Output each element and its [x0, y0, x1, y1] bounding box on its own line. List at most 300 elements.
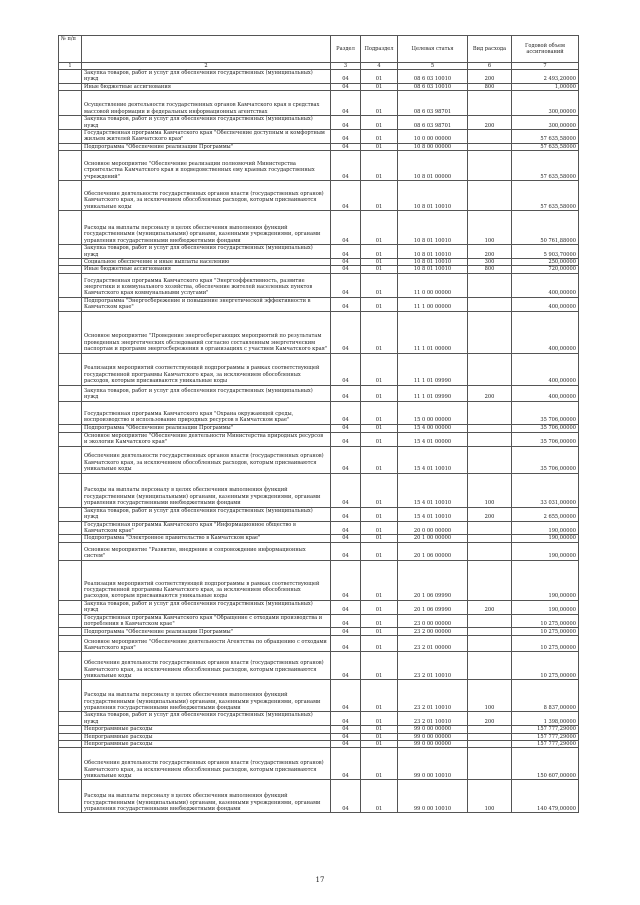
target-article-code: 10 8 01 10010: [398, 181, 468, 211]
podrazdel-code: 01: [361, 652, 398, 680]
razdel-code: 04: [331, 726, 361, 733]
column-number: 1: [59, 63, 82, 70]
target-article-code: 08 6 03 98701: [398, 91, 468, 116]
item-name: Осуществление деятельности государственных органов Камчатского края в средствах массовой информации и федеральных информационных агентствах: [82, 91, 331, 116]
target-article-code: 08 6 03 10010: [398, 70, 468, 84]
item-name: Основное мероприятие "Обеспечение реализации полномочий Министерства строительства Камчатского края и подведомственных ему краевых государственных учреждений": [82, 151, 331, 181]
expense-type-code: 200: [468, 70, 512, 84]
expense-type-code: [468, 535, 512, 542]
item-name: Закупка товаров, работ и услуг для обеспечения государственных (муниципальных) нужд: [82, 600, 331, 614]
table-row: [59, 521, 579, 535]
row-number: [59, 424, 82, 432]
header-amount: Годовой объем ассигнований: [512, 36, 579, 63]
annual-amount: 157 777,29000: [512, 740, 579, 747]
row-number: [59, 83, 82, 90]
item-name: Основное мероприятие "Развитие, внедрение и сопровождение информационных систем": [82, 542, 331, 560]
annual-amount: 35 706,00000: [512, 446, 579, 473]
item-name: Социальное обеспечение и иные выплаты населению: [82, 259, 331, 266]
header-podrazdel: Подраздел: [361, 36, 398, 63]
expense-type-code: [468, 91, 512, 116]
expense-type-code: [468, 273, 512, 297]
podrazdel-code: 01: [361, 542, 398, 560]
row-number: [59, 726, 82, 733]
annual-amount: 157 777,29000: [512, 726, 579, 733]
podrazdel-code: 01: [361, 311, 398, 353]
target-article-code: 15 4 01 00000: [398, 432, 468, 446]
expense-type-code: 200: [468, 245, 512, 259]
annual-amount: 35 706,00000: [512, 424, 579, 432]
podrazdel-code: 01: [361, 748, 398, 780]
razdel-code: 04: [331, 712, 361, 726]
row-number: [59, 245, 82, 259]
table-row: [59, 600, 579, 614]
column-number: 6: [468, 63, 512, 70]
target-article-code: 99 0 00 10010: [398, 748, 468, 780]
target-article-code: 11 1 01 09990: [398, 385, 468, 401]
table-row: [59, 780, 579, 813]
podrazdel-code: 01: [361, 712, 398, 726]
annual-amount: 10 275,00000: [512, 652, 579, 680]
expense-type-code: [468, 652, 512, 680]
item-name: Подпрограмма "Обеспечение реализации Программы": [82, 628, 331, 636]
page-number: 17: [315, 876, 325, 884]
table-row: [59, 245, 579, 259]
razdel-code: 04: [331, 521, 361, 535]
razdel-code: 04: [331, 353, 361, 385]
podrazdel-code: 01: [361, 143, 398, 150]
razdel-code: 04: [331, 628, 361, 636]
row-number: [59, 446, 82, 473]
expense-type-code: 200: [468, 600, 512, 614]
razdel-code: 04: [331, 780, 361, 813]
row-number: [59, 521, 82, 535]
table-row: [59, 432, 579, 446]
item-name: Закупка товаров, работ и услуг для обеспечения государственных (муниципальных) нужд: [82, 116, 331, 130]
table-row: [59, 385, 579, 401]
row-number: [59, 211, 82, 245]
table-row: [59, 401, 579, 424]
row-number: [59, 614, 82, 628]
item-name: Закупка товаров, работ и услуг для обеспечения государственных (муниципальных) нужд: [82, 245, 331, 259]
annual-amount: 5 903,70000: [512, 245, 579, 259]
item-name: Непрограммные расходы: [82, 726, 331, 733]
table-row: [59, 740, 579, 747]
row-number: [59, 780, 82, 813]
podrazdel-code: 01: [361, 473, 398, 507]
header-razdel: Раздел: [331, 36, 361, 63]
table-row: [59, 151, 579, 181]
target-article-code: 11 1 01 09990: [398, 353, 468, 385]
razdel-code: 04: [331, 143, 361, 150]
expense-type-code: [468, 151, 512, 181]
item-name: Обеспечение деятельности государственных органов власти (государственных органов) Камчатского края, за исключением обособленных расходов, которым присваиваются уникальные коды: [82, 181, 331, 211]
annual-amount: 10 275,00000: [512, 628, 579, 636]
expense-type-code: [468, 297, 512, 311]
podrazdel-code: 01: [361, 733, 398, 740]
row-number: [59, 116, 82, 130]
target-article-code: 23 2 01 00000: [398, 636, 468, 652]
table-row: [59, 614, 579, 628]
razdel-code: 04: [331, 273, 361, 297]
table-row: [59, 628, 579, 636]
target-article-code: 20 0 00 00000: [398, 521, 468, 535]
podrazdel-code: 01: [361, 636, 398, 652]
table-row: [59, 542, 579, 560]
podrazdel-code: 01: [361, 181, 398, 211]
row-number: [59, 181, 82, 211]
razdel-code: 04: [331, 311, 361, 353]
target-article-code: 99 0 00 00000: [398, 733, 468, 740]
podrazdel-code: 01: [361, 385, 398, 401]
podrazdel-code: 01: [361, 151, 398, 181]
annual-amount: 157 777,29000: [512, 733, 579, 740]
razdel-code: 04: [331, 733, 361, 740]
annual-amount: 2 655,00000: [512, 507, 579, 521]
razdel-code: 04: [331, 259, 361, 266]
row-number: [59, 473, 82, 507]
table-row: [59, 181, 579, 211]
razdel-code: 04: [331, 560, 361, 600]
razdel-code: 04: [331, 432, 361, 446]
row-number: [59, 432, 82, 446]
podrazdel-code: 01: [361, 91, 398, 116]
expense-type-code: 100: [468, 680, 512, 712]
annual-amount: 57 635,58000: [512, 130, 579, 144]
column-number-row: [59, 63, 579, 70]
expense-type-code: 200: [468, 712, 512, 726]
razdel-code: 04: [331, 748, 361, 780]
row-number: [59, 628, 82, 636]
expense-type-code: [468, 353, 512, 385]
item-name: Непрограммные расходы: [82, 733, 331, 740]
table-row: [59, 424, 579, 432]
column-number: 3: [331, 63, 361, 70]
target-article-code: 99 0 00 00000: [398, 740, 468, 747]
row-number: [59, 91, 82, 116]
target-article-code: 23 2 00 00000: [398, 628, 468, 636]
row-number: [59, 636, 82, 652]
table-row: [59, 116, 579, 130]
table-body: [59, 70, 579, 813]
target-article-code: 15 4 01 10010: [398, 473, 468, 507]
razdel-code: 04: [331, 401, 361, 424]
row-number: [59, 70, 82, 84]
table-row: [59, 83, 579, 90]
row-number: [59, 652, 82, 680]
podrazdel-code: 01: [361, 446, 398, 473]
target-article-code: 10 8 01 10010: [398, 245, 468, 259]
expense-type-code: [468, 542, 512, 560]
expense-type-code: [468, 401, 512, 424]
annual-amount: 10 275,00000: [512, 614, 579, 628]
item-name: Государственная программа Камчатского края "Охрана окружающей среды, воспроизводство и использование природных ресурсов в Камчатском крае": [82, 401, 331, 424]
table-row: [59, 91, 579, 116]
target-article-code: 99 0 00 00000: [398, 726, 468, 733]
row-number: [59, 600, 82, 614]
table-row: [59, 636, 579, 652]
annual-amount: 33 031,00000: [512, 473, 579, 507]
annual-amount: 150 607,00000: [512, 748, 579, 780]
target-article-code: 20 1 06 09990: [398, 560, 468, 600]
annual-amount: 140 479,00000: [512, 780, 579, 813]
razdel-code: 04: [331, 245, 361, 259]
item-name: Подпрограмма "Обеспечение реализации Программы": [82, 143, 331, 150]
razdel-code: 04: [331, 83, 361, 90]
item-name: Иные бюджетные ассигнования: [82, 266, 331, 273]
target-article-code: 23 2 01 10010: [398, 652, 468, 680]
expense-type-code: [468, 748, 512, 780]
razdel-code: 04: [331, 424, 361, 432]
annual-amount: 57 635,58000: [512, 181, 579, 211]
annual-amount: 300,00000: [512, 91, 579, 116]
podrazdel-code: 01: [361, 297, 398, 311]
podrazdel-code: 01: [361, 401, 398, 424]
row-number: [59, 748, 82, 780]
table-row: [59, 130, 579, 144]
header-vid: Вид расхода: [468, 36, 512, 63]
expense-type-code: 300: [468, 259, 512, 266]
row-number: [59, 151, 82, 181]
table-row: [59, 311, 579, 353]
expense-type-code: [468, 130, 512, 144]
annual-amount: 400,00000: [512, 273, 579, 297]
expense-type-code: 200: [468, 116, 512, 130]
razdel-code: 04: [331, 116, 361, 130]
razdel-code: 04: [331, 680, 361, 712]
target-article-code: 10 8 01 10010: [398, 266, 468, 273]
item-name: Государственная программа Камчатского края "Обращение с отходами производства и потребления в Камчатском крае": [82, 614, 331, 628]
razdel-code: 04: [331, 740, 361, 747]
row-number: [59, 143, 82, 150]
razdel-code: 04: [331, 70, 361, 84]
podrazdel-code: 01: [361, 600, 398, 614]
expense-type-code: [468, 143, 512, 150]
expense-type-code: 100: [468, 780, 512, 813]
target-article-code: 11 1 01 00000: [398, 311, 468, 353]
target-article-code: 15 0 00 00000: [398, 401, 468, 424]
budget-table: [58, 35, 579, 813]
podrazdel-code: 01: [361, 424, 398, 432]
expense-type-code: [468, 560, 512, 600]
table-row: [59, 712, 579, 726]
item-name: Непрограммные расходы: [82, 740, 331, 747]
item-name: Иные бюджетные ассигнования: [82, 83, 331, 90]
podrazdel-code: 01: [361, 83, 398, 90]
annual-amount: 250,00000: [512, 259, 579, 266]
target-article-code: 99 0 00 10010: [398, 780, 468, 813]
podrazdel-code: 01: [361, 353, 398, 385]
table-row: [59, 259, 579, 266]
table-row: [59, 353, 579, 385]
row-number: [59, 130, 82, 144]
annual-amount: 57 635,58000: [512, 143, 579, 150]
podrazdel-code: 01: [361, 535, 398, 542]
table-row: [59, 560, 579, 600]
razdel-code: 04: [331, 446, 361, 473]
podrazdel-code: 01: [361, 245, 398, 259]
table-row: [59, 652, 579, 680]
target-article-code: 15 4 01 10010: [398, 446, 468, 473]
item-name: Подпрограмма "Электронное правительство в Камчатском крае": [82, 535, 331, 542]
target-article-code: 08 6 03 10010: [398, 83, 468, 90]
row-number: [59, 542, 82, 560]
annual-amount: 1 398,00000: [512, 712, 579, 726]
podrazdel-code: 01: [361, 614, 398, 628]
table-row: [59, 726, 579, 733]
annual-amount: 35 706,00000: [512, 432, 579, 446]
header-npp: № п/п: [59, 36, 82, 63]
razdel-code: 04: [331, 211, 361, 245]
expense-type-code: 800: [468, 266, 512, 273]
razdel-code: 04: [331, 507, 361, 521]
target-article-code: 11 1 00 00000: [398, 297, 468, 311]
podrazdel-code: 01: [361, 70, 398, 84]
column-number: 2: [82, 63, 331, 70]
expense-type-code: [468, 628, 512, 636]
row-number: [59, 401, 82, 424]
annual-amount: 10 275,00000: [512, 636, 579, 652]
item-name: Основное мероприятие "Проведение энергосберегающих мероприятий по результатам проведенных энергетических обследований согласно составленным энергетическим паспортам и программ энергосбережения в организациях с участием Камчатского края": [82, 311, 331, 353]
podrazdel-code: 01: [361, 740, 398, 747]
column-number: 4: [361, 63, 398, 70]
podrazdel-code: 01: [361, 680, 398, 712]
podrazdel-code: 01: [361, 560, 398, 600]
row-number: [59, 266, 82, 273]
razdel-code: 04: [331, 542, 361, 560]
target-article-code: 23 2 01 10010: [398, 712, 468, 726]
target-article-code: 20 1 06 09990: [398, 600, 468, 614]
table-row: [59, 70, 579, 84]
expense-type-code: 100: [468, 473, 512, 507]
annual-amount: 400,00000: [512, 297, 579, 311]
annual-amount: 57 635,58000: [512, 151, 579, 181]
annual-amount: 2 493,20000: [512, 70, 579, 84]
podrazdel-code: 01: [361, 521, 398, 535]
expense-type-code: [468, 733, 512, 740]
annual-amount: 400,00000: [512, 311, 579, 353]
expense-type-code: 100: [468, 211, 512, 245]
expense-type-code: [468, 432, 512, 446]
row-number: [59, 385, 82, 401]
razdel-code: 04: [331, 473, 361, 507]
item-name: Закупка товаров, работ и услуг для обеспечения государственных (муниципальных) нужд: [82, 712, 331, 726]
item-name: Обеспечение деятельности государственных органов власти (государственных органов) Камчатского края, за исключением обособленных расходов, которым присваиваются уникальные коды: [82, 652, 331, 680]
row-number: [59, 740, 82, 747]
target-article-code: 20 1 06 00000: [398, 542, 468, 560]
table-row: [59, 680, 579, 712]
annual-amount: 400,00000: [512, 385, 579, 401]
header-statya: Целевая статья: [398, 36, 468, 63]
podrazdel-code: 01: [361, 780, 398, 813]
item-name: Государственная программа Камчатского края "Энергоэффективность, развитие энергетики и коммунального хозяйства, обеспечение жителей населенных пунктов Камчатского края коммунальными услугами": [82, 273, 331, 297]
annual-amount: 720,00000: [512, 266, 579, 273]
podrazdel-code: 01: [361, 726, 398, 733]
item-name: Реализация мероприятий соответствующей подпрограммы в рамках соответствующей государственной программы Камчатского края, за исключением обособленных расходов, которым присваиваются уникальные коды: [82, 560, 331, 600]
annual-amount: 190,00000: [512, 560, 579, 600]
row-number: [59, 311, 82, 353]
table-row: [59, 473, 579, 507]
razdel-code: 04: [331, 181, 361, 211]
header-row: [59, 36, 579, 63]
row-number: [59, 273, 82, 297]
item-name: Подпрограмма "Обеспечение реализации Программы": [82, 424, 331, 432]
item-name: Основное мероприятие "Обеспечение деятельности Министерства природных ресурсов и экологии Камчатского края": [82, 432, 331, 446]
annual-amount: 35 706,00000: [512, 401, 579, 424]
target-article-code: 23 2 01 10010: [398, 680, 468, 712]
item-name: Закупка товаров, работ и услуг для обеспечения государственных (муниципальных) нужд: [82, 70, 331, 84]
expense-type-code: [468, 726, 512, 733]
annual-amount: 8 837,00000: [512, 680, 579, 712]
row-number: [59, 560, 82, 600]
expense-type-code: [468, 614, 512, 628]
item-name: Закупка товаров, работ и услуг для обеспечения государственных (муниципальных) нужд: [82, 507, 331, 521]
expense-type-code: [468, 311, 512, 353]
row-number: [59, 353, 82, 385]
target-article-code: 10 0 00 00000: [398, 130, 468, 144]
item-name: Обеспечение деятельности государственных органов власти (государственных органов) Камчатского края, за исключением обособленных расходов, которым присваиваются уникальные коды: [82, 748, 331, 780]
table-row: [59, 748, 579, 780]
podrazdel-code: 01: [361, 507, 398, 521]
target-article-code: 08 6 03 98701: [398, 116, 468, 130]
expense-type-code: [468, 446, 512, 473]
podrazdel-code: 01: [361, 116, 398, 130]
row-number: [59, 535, 82, 542]
razdel-code: 04: [331, 385, 361, 401]
target-article-code: 15 4 00 00000: [398, 424, 468, 432]
table-row: [59, 143, 579, 150]
razdel-code: 04: [331, 297, 361, 311]
table-row: [59, 733, 579, 740]
razdel-code: 04: [331, 151, 361, 181]
annual-amount: 400,00000: [512, 353, 579, 385]
row-number: [59, 712, 82, 726]
podrazdel-code: 01: [361, 130, 398, 144]
expense-type-code: [468, 740, 512, 747]
table-row: [59, 446, 579, 473]
row-number: [59, 297, 82, 311]
annual-amount: 1,00000: [512, 83, 579, 90]
target-article-code: 23 0 00 00000: [398, 614, 468, 628]
razdel-code: 04: [331, 600, 361, 614]
item-name: Расходы на выплаты персоналу в целях обеспечения выполнения функций государственными (муниципальными) органами, казенными учреждениями, органами управления государственными внебюджетными фондами: [82, 211, 331, 245]
razdel-code: 04: [331, 636, 361, 652]
row-number: [59, 733, 82, 740]
razdel-code: 04: [331, 614, 361, 628]
row-number: [59, 259, 82, 266]
expense-type-code: [468, 636, 512, 652]
column-number: 5: [398, 63, 468, 70]
item-name: Подпрограмма "Энергосбережение и повышение энергетической эффективности в Камчатском крае": [82, 297, 331, 311]
annual-amount: 190,00000: [512, 542, 579, 560]
table-row: [59, 273, 579, 297]
table-row: [59, 211, 579, 245]
target-article-code: 10 8 01 00000: [398, 151, 468, 181]
podrazdel-code: 01: [361, 628, 398, 636]
expense-type-code: 800: [468, 83, 512, 90]
header-name: [82, 36, 331, 63]
razdel-code: 04: [331, 535, 361, 542]
item-name: Закупка товаров, работ и услуг для обеспечения государственных (муниципальных) нужд: [82, 385, 331, 401]
target-article-code: 11 0 00 00000: [398, 273, 468, 297]
podrazdel-code: 01: [361, 432, 398, 446]
table-row: [59, 535, 579, 542]
expense-type-code: [468, 521, 512, 535]
podrazdel-code: 01: [361, 259, 398, 266]
target-article-code: 15 4 01 10010: [398, 507, 468, 521]
annual-amount: 300,00000: [512, 116, 579, 130]
expense-type-code: [468, 424, 512, 432]
razdel-code: 04: [331, 130, 361, 144]
